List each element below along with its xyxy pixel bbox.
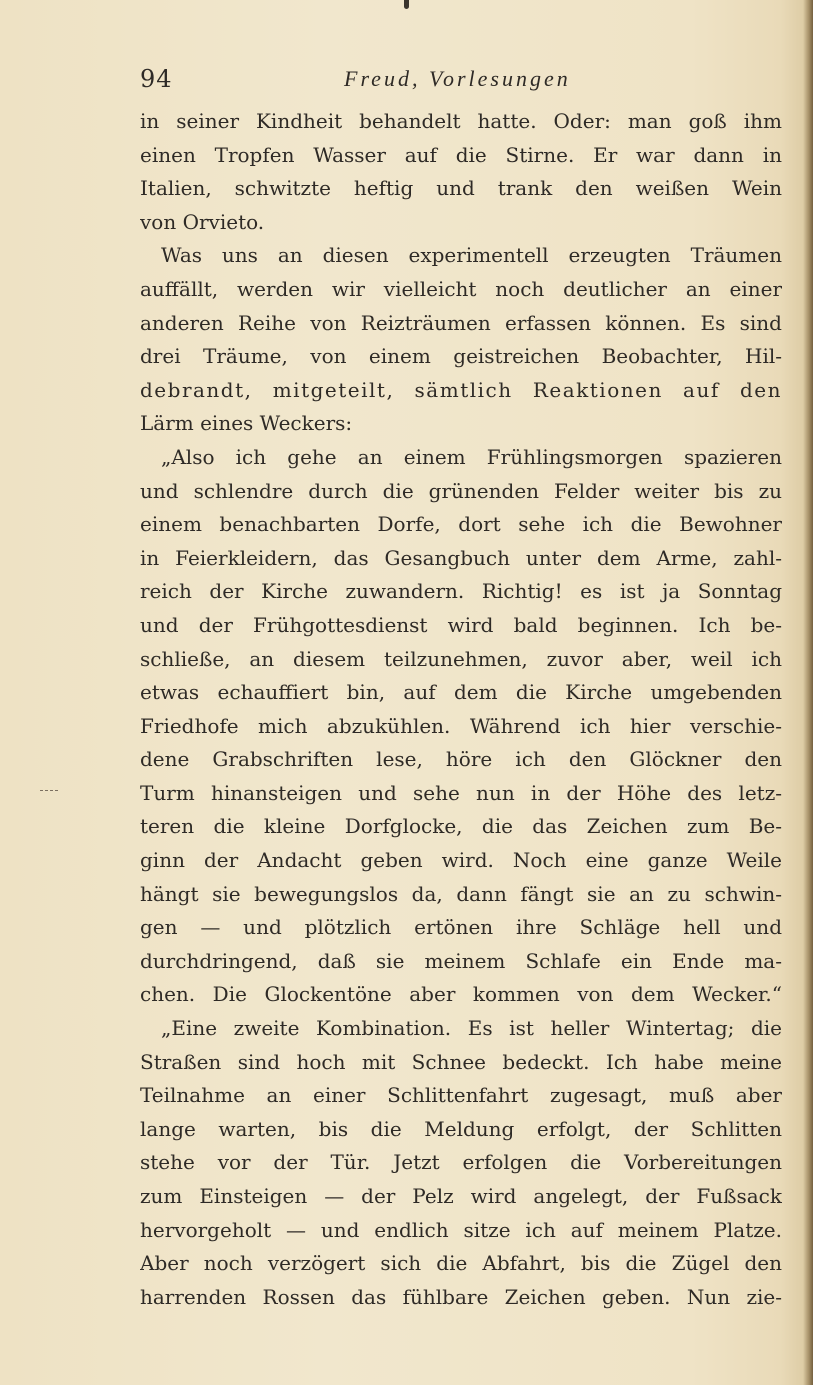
- text-line: etwas echauffiert bin, auf dem die Kirche umgebenden: [140, 680, 782, 705]
- text-line: einen Tropfen Wasser auf die Stirne. Er war dann in: [140, 142, 782, 167]
- text-line: Was uns an diesen experimentell erzeugten Träumen: [161, 243, 782, 268]
- text-line: und der Frühgottesdienst wird bald beginnen. Ich be-: [140, 612, 782, 637]
- page-edge-shadow: [803, 0, 813, 1385]
- text-line: chen. Die Glockentöne aber kommen von dem Wecker.“: [140, 982, 782, 1007]
- text-line: Friedhofe mich abzukühlen. Während ich hier verschie-: [140, 713, 782, 738]
- text-line: ginn der Andacht geben wird. Noch eine ganze Weile: [140, 848, 782, 873]
- text-line: hervorgeholt — und endlich sitze ich auf meinem Platze.: [140, 1217, 782, 1242]
- text-line: schließe, an diesem teilzunehmen, zuvor aber, weil ich: [140, 646, 782, 671]
- text-line: stehe vor der Tür. Jetzt erfolgen die Vorbereitungen: [140, 1150, 782, 1175]
- text-line: dene Grabschriften lese, höre ich den Glöckner den: [140, 747, 782, 772]
- text-line: von Orvieto.: [140, 209, 265, 234]
- text-line: zum Einsteigen — der Pelz wird angelegt, der Fußsack: [140, 1184, 782, 1208]
- ink-mark: [404, 0, 409, 9]
- text-line: Lärm eines Weckers:: [140, 411, 353, 436]
- margin-pencil-mark: [40, 790, 58, 792]
- text-line: hängt sie bewegungslos da, dann fängt sie an zu schwin-: [140, 881, 782, 906]
- text-line: Turm hinansteigen und sehe nun in der Höhe des letz-: [140, 780, 782, 805]
- text-line: Italien, schwitzte heftig und trank den weißen Wein: [140, 176, 782, 201]
- text-line: „Also ich gehe an einem Frühlingsmorgen spazieren: [161, 444, 782, 469]
- page-number: 94: [140, 65, 173, 93]
- text-line: auffällt, werden wir vielleicht noch deutlicher an einer: [140, 276, 782, 301]
- text-line: reich der Kirche zuwandern. Richtig! es ist ja Sonntag: [140, 579, 782, 604]
- text-line: einem benachbarten Dorfe, dort sehe ich die Bewohner: [140, 512, 782, 537]
- text-line: harrenden Rossen das fühlbare Zeichen geben. Nun zie-: [140, 1284, 782, 1309]
- body-text: [140, 105, 782, 1314]
- text-line: gen — und plötzlich ertönen ihre Schläge hell und: [140, 915, 782, 940]
- text-line: Aber noch verzögert sich die Abfahrt, bis die Zügel den: [140, 1251, 782, 1276]
- text-line: lange warten, bis die Meldung erfolgt, der Schlitten: [140, 1116, 782, 1141]
- text-line: durchdringend, daß sie meinem Schlafe ein Ende ma-: [140, 948, 782, 973]
- running-head: Freud, Vorlesungen: [344, 66, 571, 91]
- text-line: in seiner Kindheit behandelt hatte. Oder: man goß ihm: [140, 109, 782, 133]
- text-line: Straßen sind hoch mit Schnee bedeckt. Ich habe meine: [140, 1049, 782, 1074]
- text-line: teren die kleine Dorfglocke, die das Zeichen zum Be-: [140, 814, 782, 839]
- text-line: und schlendre durch die grünenden Felder weiter bis zu: [140, 478, 782, 503]
- text-line: debrandt, mitgeteilt, sämtlich Reaktionen auf den: [140, 377, 782, 402]
- text-line: Teilnahme an einer Schlittenfahrt zugesagt, muß aber: [140, 1083, 782, 1108]
- text-line: anderen Reihe von Reizträumen erfassen können. Es sind: [140, 310, 782, 335]
- text-line: in Feierkleidern, das Gesangbuch unter dem Arme, zahl-: [140, 545, 782, 570]
- page-header: [140, 62, 782, 102]
- text-line: „Eine zweite Kombination. Es ist heller Wintertag; die: [161, 1016, 782, 1041]
- text-line: drei Träume, von einem geistreichen Beobachter, Hil-: [140, 344, 782, 369]
